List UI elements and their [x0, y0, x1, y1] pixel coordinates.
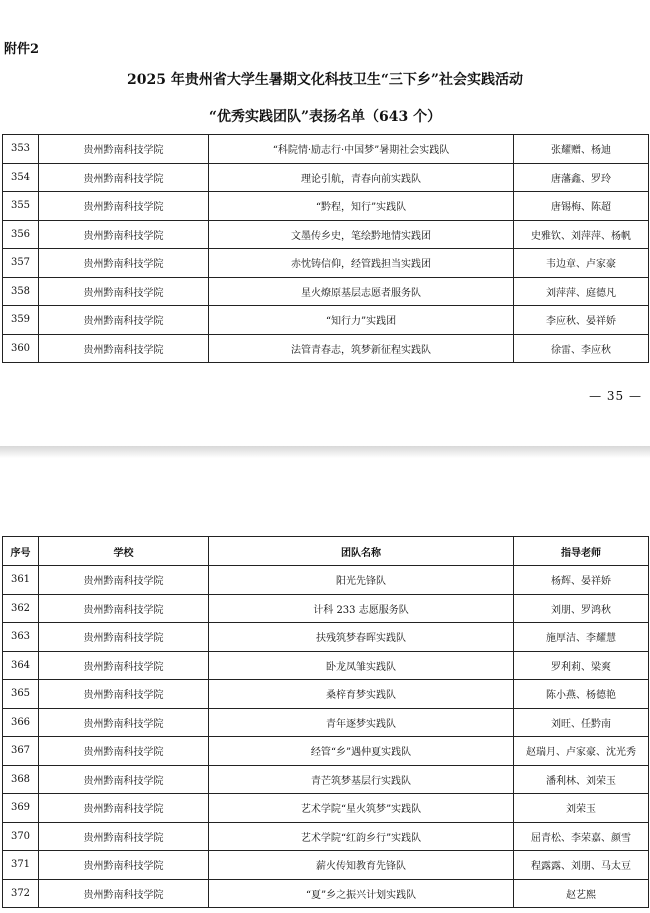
cell-school: 贵州黔南科技学院	[39, 680, 209, 709]
cell-school: 贵州黔南科技学院	[39, 794, 209, 823]
page-separator	[0, 446, 650, 458]
cell-team-name: 扶残筑梦春晖实践队	[209, 623, 514, 652]
cell-instructor: 施厚洁、李耀慧	[514, 623, 649, 652]
table-row	[3, 277, 649, 306]
cell-number: 363	[3, 623, 39, 652]
cell-number: 364	[3, 651, 39, 680]
cell-instructor: 韦边章、卢家豪	[514, 249, 649, 278]
honor-list-table-page-36	[2, 536, 649, 908]
cell-number: 366	[3, 708, 39, 737]
table-header-row	[3, 537, 649, 566]
cell-number: 359	[3, 306, 39, 335]
cell-instructor: 唐锡梅、陈超	[514, 192, 649, 221]
cell-team-name: 卧龙凤雏实践队	[209, 651, 514, 680]
cell-instructor: 屈青松、李荣嘉、颜雪	[514, 822, 649, 851]
document-title: 2025 年贵州省大学生暑期文化科技卫生“三下乡”社会实践活动	[127, 72, 523, 88]
cell-instructor: 潘利林、刘荣玉	[514, 765, 649, 794]
cell-number: 369	[3, 794, 39, 823]
cell-team-name: 艺术学院“红韵乡行”实践队	[209, 822, 514, 851]
cell-school: 贵州黔南科技学院	[39, 220, 209, 249]
cell-instructor: 张耀赠、杨迪	[514, 135, 649, 164]
cell-instructor: 陈小燕、杨德艳	[514, 680, 649, 709]
table-row	[3, 708, 649, 737]
table-row	[3, 192, 649, 221]
cell-number: 353	[3, 135, 39, 164]
cell-school: 贵州黔南科技学院	[39, 306, 209, 335]
cell-school: 贵州黔南科技学院	[39, 594, 209, 623]
table-row	[3, 249, 649, 278]
header-instructor: 指导老师	[514, 537, 649, 566]
table-row	[3, 822, 649, 851]
cell-team-name: 理论引航，青春向前实践队	[209, 163, 514, 192]
header-team-name: 团队名称	[209, 537, 514, 566]
cell-number: 356	[3, 220, 39, 249]
table-row	[3, 765, 649, 794]
cell-instructor: 徐雷、李应秋	[514, 334, 649, 363]
cell-school: 贵州黔南科技学院	[39, 651, 209, 680]
cell-team-name: “黔程，知行”实践队	[209, 192, 514, 221]
table-row	[3, 306, 649, 335]
table-row	[3, 851, 649, 880]
table-row	[3, 794, 649, 823]
cell-school: 贵州黔南科技学院	[39, 822, 209, 851]
table-row	[3, 594, 649, 623]
cell-school: 贵州黔南科技学院	[39, 851, 209, 880]
header-number: 序号	[3, 537, 39, 566]
cell-instructor: 赵瑞月、卢家豪、沈光秀	[514, 737, 649, 766]
cell-instructor: 李应秋、晏祥娇	[514, 306, 649, 335]
cell-team-name: 经管“乡”遇仲夏实践队	[209, 737, 514, 766]
cell-school: 贵州黔南科技学院	[39, 163, 209, 192]
cell-instructor: 刘荣玉	[514, 794, 649, 823]
cell-number: 361	[3, 566, 39, 595]
cell-number: 370	[3, 822, 39, 851]
cell-team-name: 青年逐梦实践队	[209, 708, 514, 737]
cell-school: 贵州黔南科技学院	[39, 566, 209, 595]
cell-school: 贵州黔南科技学院	[39, 334, 209, 363]
table-row	[3, 879, 649, 908]
cell-school: 贵州黔南科技学院	[39, 737, 209, 766]
cell-team-name: 阳光先锋队	[209, 566, 514, 595]
cell-number: 355	[3, 192, 39, 221]
cell-team-name: “知行力”实践团	[209, 306, 514, 335]
cell-school: 贵州黔南科技学院	[39, 192, 209, 221]
cell-number: 372	[3, 879, 39, 908]
cell-team-name: 赤忱铸信仰，经管践担当实践团	[209, 249, 514, 278]
honor-list-table-page-35	[2, 134, 649, 363]
attachment-label: 附件2	[4, 42, 40, 57]
cell-school: 贵州黔南科技学院	[39, 879, 209, 908]
cell-instructor: 刘朋、罗鸿秋	[514, 594, 649, 623]
table-row	[3, 737, 649, 766]
cell-number: 371	[3, 851, 39, 880]
cell-team-name: “夏”乡之振兴计划实践队	[209, 879, 514, 908]
cell-team-name: 法管青春志，筑梦新征程实践队	[209, 334, 514, 363]
document-subtitle: “优秀实践团队”表扬名单（643 个）	[208, 109, 442, 125]
table-row	[3, 651, 649, 680]
cell-team-name: 桑梓育梦实践队	[209, 680, 514, 709]
table-row	[3, 220, 649, 249]
cell-number: 357	[3, 249, 39, 278]
page-number: — 35 —	[589, 389, 642, 403]
cell-number: 368	[3, 765, 39, 794]
cell-number: 360	[3, 334, 39, 363]
cell-instructor: 唐藩鑫、罗玲	[514, 163, 649, 192]
cell-school: 贵州黔南科技学院	[39, 249, 209, 278]
cell-instructor: 刘旺、任黔南	[514, 708, 649, 737]
table-row	[3, 680, 649, 709]
header-school: 学校	[39, 537, 209, 566]
cell-team-name: 星火燎原基层志愿者服务队	[209, 277, 514, 306]
cell-number: 362	[3, 594, 39, 623]
cell-school: 贵州黔南科技学院	[39, 708, 209, 737]
cell-team-name: 青芒筑梦基层行实践队	[209, 765, 514, 794]
cell-school: 贵州黔南科技学院	[39, 765, 209, 794]
cell-instructor: 杨辉、晏祥娇	[514, 566, 649, 595]
cell-number: 365	[3, 680, 39, 709]
cell-instructor: 刘萍萍、庭德凡	[514, 277, 649, 306]
cell-instructor: 程露露、刘朋、马太豆	[514, 851, 649, 880]
cell-instructor: 罗利莉、梁爽	[514, 651, 649, 680]
cell-team-name: 艺术学院“星火筑梦”实践队	[209, 794, 514, 823]
cell-number: 354	[3, 163, 39, 192]
table-row	[3, 135, 649, 164]
cell-number: 358	[3, 277, 39, 306]
table-row	[3, 566, 649, 595]
table-row	[3, 163, 649, 192]
cell-team-name: 文墨传乡史，笔绘黔地情实践团	[209, 220, 514, 249]
cell-number: 367	[3, 737, 39, 766]
table-row	[3, 334, 649, 363]
cell-instructor: 赵艺熙	[514, 879, 649, 908]
cell-team-name: “科院情·励志行·中国梦”暑期社会实践队	[209, 135, 514, 164]
cell-school: 贵州黔南科技学院	[39, 277, 209, 306]
cell-school: 贵州黔南科技学院	[39, 623, 209, 652]
cell-instructor: 史雅钦、刘萍萍、杨帆	[514, 220, 649, 249]
cell-team-name: 薪火传知教育先锋队	[209, 851, 514, 880]
table-row	[3, 623, 649, 652]
cell-school: 贵州黔南科技学院	[39, 135, 209, 164]
cell-team-name: 计科 233 志愿服务队	[209, 594, 514, 623]
